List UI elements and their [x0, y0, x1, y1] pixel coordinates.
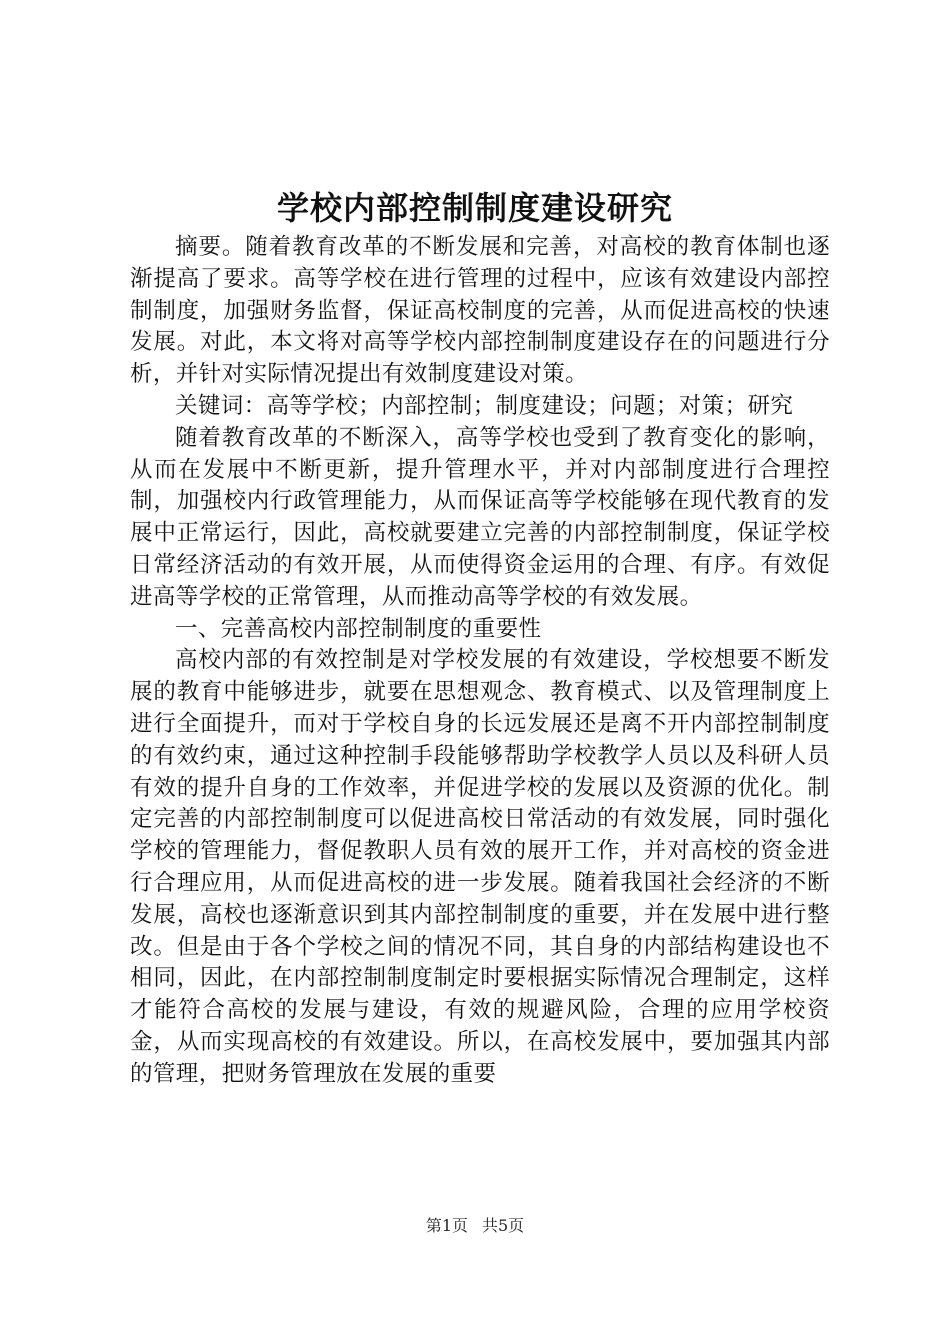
document-title: 学校内部控制制度建设研究	[276, 189, 673, 227]
abstract-paragraph: 摘要。随着教育改革的不断发展和完善，对高校的教育体制也逐渐提高了要求。高等学校在进行管理的过程中，应该有效建设内部控制制度，加强财务监督，保证高校制度的完善，从而促进高校的快速发展。对此，本文将对高等学校内部控制制度建设存在的问题进行分析，并针对实际情况提出有效制度建设对策。	[130, 234, 830, 388]
document-body	[130, 232, 830, 1091]
section-paragraph: 高校内部的有效控制是对学校发展的有效建设，学校想要不断发展的教育中能够进步，就要在思想观念、教育模式、以及管理制度上进行全面提升，而对于学校自身的长远发展还是离不开内部控制制度的有效约束，通过这种控制手段能够帮助学校教学人员以及科研人员有效的提升自身的工作效率，并促进学校的发展以及资源的优化。制定完善的内部控制制度可以促进高校日常活动的有效发展，同时强化学校的管理能力，督促教职人员有效的展开工作，并对高校的资金进行合理应用，从而促进高校的进一步发展。随着我国社会经济的不断发展，高校也逐渐意识到其内部控制制度的重要，并在发展中进行整改。但是由于各个学校之间的情况不同，其自身的内部结构建设也不相同，因此，在内部控制制度制定时要根据实际情况合理制定，这样才能符合高校的发展与建设，有效的规避风险，合理的应用学校资金，从而实现高校的有效建设。所以，在高校发展中，要加强其内部的管理，把财务管理放在发展的重要	[130, 647, 830, 1087]
intro-paragraph: 随着教育改革的不断深入，高等学校也受到了教育变化的影响，从而在发展中不断更新，提升管理水平，并对内部制度进行合理控制，加强校内行政管理能力，从而保证高等学校能够在现代教育的发展中正常运行，因此，高校就要建立完善的内部控制制度，保证学校日常经济活动的有效开展，从而使得资金运用的合理、有序。有效促进高等学校的正常管理，从而推动高等学校的有效发展。	[130, 424, 830, 610]
page-footer	[0, 1216, 950, 1236]
page-total: 共5页	[482, 1216, 525, 1235]
section-heading: 一、完善高校内部控制制度的重要性	[175, 615, 542, 642]
keywords-paragraph: 关键词：高等学校；内部控制；制度建设；问题；对策；研究	[175, 392, 794, 419]
page-number: 第1页	[425, 1216, 468, 1235]
